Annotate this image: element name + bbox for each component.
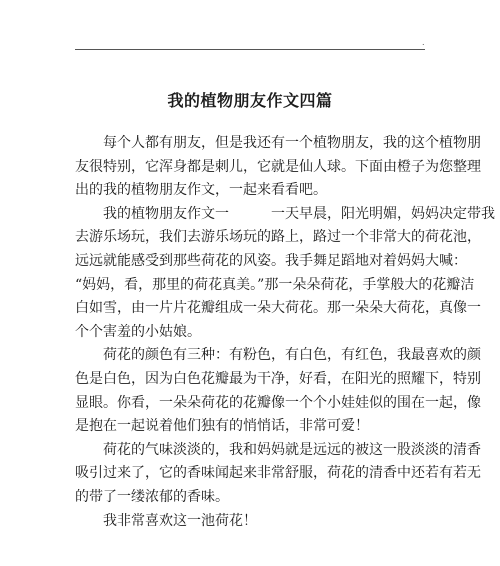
text-line: 我非常喜欢这一池荷花！ [103,512,257,529]
text-line: 白如雪，由一片片花瓣组成一朵大荷花。那一朵朵大荷花，真像一 [75,300,481,317]
text-line: 友很特别，它浑身都是刺儿，它就是仙人球。下面由橙子为您整理 [75,158,481,175]
text-line: 个个害羞的小姑娘。 [75,323,201,340]
text-line: 是抱在一起说着他们独有的悄悄话，非常可爱！ [75,418,369,435]
text-line: 吸引过来了，它的香味闻起来非常舒服，荷花的清香中还若有若无 [75,465,481,482]
text-line: 荷花的颜色有三种：有粉色，有白色，有红色，我最喜欢的颜 [103,347,481,364]
paragraph [75,439,481,510]
text-line: 色是白色，因为白色花瓣最为干净，好看，在阳光的照耀下，特别 [75,370,481,387]
paragraph [75,132,481,203]
text-line: 我的植物朋友作文一 一天早晨，阳光明媚，妈妈决定带我 [103,205,495,222]
paragraph [75,203,495,345]
text-line: 的带了一缕浓郁的香味。 [75,488,229,505]
text-line: 去游乐场玩，我们去游乐场玩的路上，路过一个非常大的荷花池， [75,229,481,246]
text-line: 荷花的气味淡淡的，我和妈妈就是远远的被这一股淡淡的清香 [103,441,481,458]
text-line: 出的我的植物朋友作文，一起来看看吧。 [75,182,327,199]
header-rule [75,49,425,50]
text-line: 远远就能感受到那些荷花的风姿。我手舞足蹈地对着妈妈大喊： [75,252,467,269]
text-line: 显眼。你看，一朵朵荷花的花瓣像一个个小娃娃似的围在一起，像 [75,394,481,411]
text-line: 每个人都有朋友，但是我还有一个植物朋友，我的这个植物朋 [103,135,481,151]
paragraph [75,344,481,438]
text-line: “妈妈，看，那里的荷花真美。”那一朵朵荷花，手掌般大的花瓣洁 [75,276,475,293]
document-title: 我的植物朋友作文四篇 [167,91,333,110]
paragraph [75,510,427,534]
document-body [75,132,495,533]
header-mark: . [422,38,425,47]
